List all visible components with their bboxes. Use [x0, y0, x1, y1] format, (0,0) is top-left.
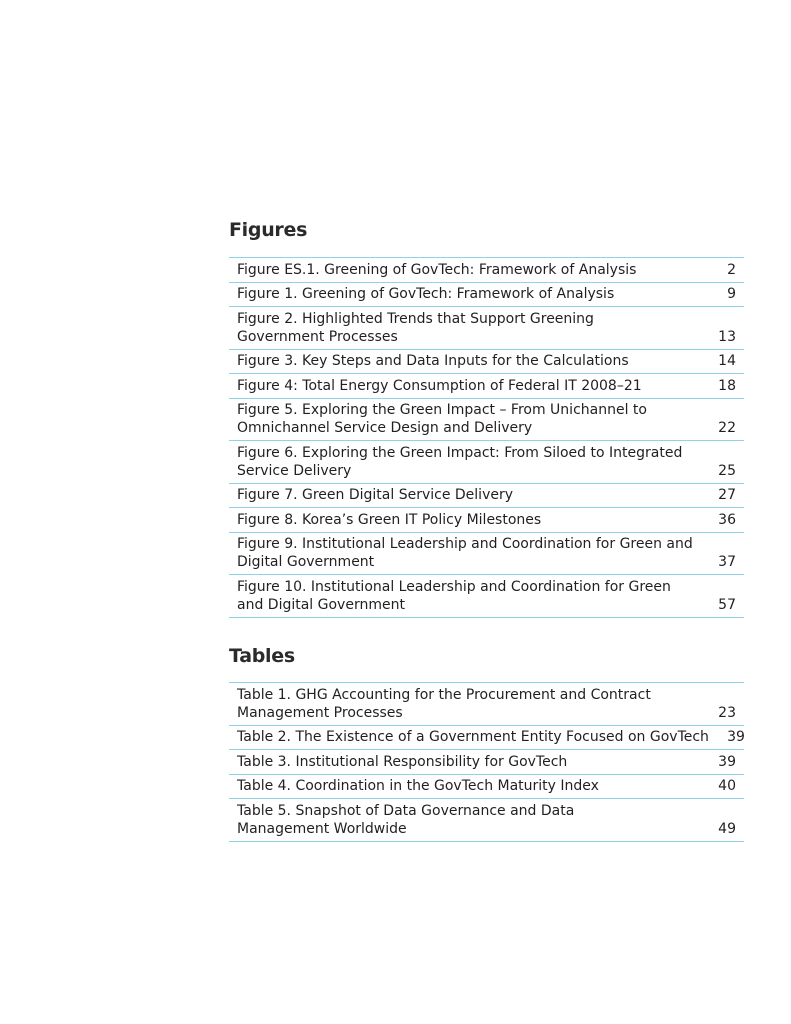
figure-entry-title-line: and Digital Government [237, 596, 405, 613]
figure-entry[interactable] [229, 374, 744, 399]
table-entry-title-line: Table 5. Snapshot of Data Governance and Data [237, 802, 575, 819]
table-entry-page-number: 39 [727, 729, 745, 745]
table-entry-title [237, 728, 721, 746]
figure-entry-title [237, 377, 712, 395]
figure-entry[interactable] [229, 484, 744, 509]
figure-entry-title-line: Service Delivery [237, 462, 352, 479]
table-entry-title-line: Table 2. The Existence of a Government Entity Focused on GovTech [237, 729, 709, 745]
table-entry-title-line: Table 3. Institutional Responsibility for GovTech [237, 753, 568, 770]
figure-entry-title [237, 535, 712, 571]
table-entry[interactable] [229, 799, 744, 842]
figure-entry[interactable] [229, 307, 744, 350]
table-entry-page-number: 23 [718, 704, 736, 721]
figure-entry-page-number: 22 [718, 420, 736, 436]
figure-entry-title [237, 261, 712, 279]
table-entry[interactable] [229, 750, 744, 775]
figure-entry[interactable] [229, 399, 744, 442]
figure-entry-page-number: 57 [718, 596, 736, 613]
figure-entry-title-line: Government Processes [237, 328, 398, 345]
figure-entry-title [237, 486, 712, 504]
figure-entry-title-line: Figure ES.1. Greening of GovTech: Framework of Analysis [237, 261, 637, 278]
figure-entry-title-line: Figure 2. Highlighted Trends that Support Greening [237, 310, 594, 327]
table-entry-title-line: Management Processes [237, 704, 403, 721]
figure-entry-title-line: Digital Government [237, 554, 375, 570]
table-entry-title-line: Table 4. Coordination in the GovTech Maturity Index [237, 778, 599, 794]
figure-entry-title-line: Figure 7. Green Digital Service Delivery [237, 487, 514, 503]
figure-entry-title-line: Figure 8. Korea’s Green IT Policy Milestones [237, 511, 542, 528]
table-entry-page-number: 49 [718, 820, 736, 837]
figure-entry-page-number: 13 [718, 328, 736, 345]
figure-entry-title-line: Figure 6. Exploring the Green Impact: From Siloed to Integrated [237, 444, 683, 461]
figure-entry[interactable] [229, 508, 744, 533]
figure-entry-title [237, 285, 712, 303]
table-entry[interactable] [229, 775, 744, 800]
figure-entry-page-number: 14 [718, 353, 736, 369]
figure-entry-title [237, 511, 712, 529]
table-entry-page-number: 40 [718, 778, 736, 794]
table-entry-title [237, 753, 712, 771]
figure-entry-page-number: 37 [718, 554, 736, 570]
table-entry-title [237, 686, 712, 722]
figures-list [229, 257, 744, 618]
figures-heading: Figures [229, 219, 308, 241]
figure-entry[interactable] [229, 283, 744, 308]
table-entry-title [237, 777, 712, 795]
figure-entry-page-number: 27 [718, 487, 736, 503]
figure-entry-title-line: Figure 1. Greening of GovTech: Framework of Analysis [237, 286, 615, 302]
figure-entry-title-line: Figure 9. Institutional Leadership and Coordination for Green and [237, 536, 693, 552]
table-entry-title-line: Table 1. GHG Accounting for the Procurement and Contract [237, 686, 651, 703]
figure-entry-title-line: Figure 4: Total Energy Consumption of Federal IT 2008–21 [237, 377, 642, 394]
figure-entry-title-line: Figure 10. Institutional Leadership and Coordination for Green [237, 578, 671, 595]
tables-list [229, 682, 744, 842]
figure-entry-page-number: 2 [727, 261, 736, 278]
figure-entry-title-line: Omnichannel Service Design and Delivery [237, 420, 533, 436]
figure-entry-title-line: Figure 3. Key Steps and Data Inputs for the Calculations [237, 353, 629, 369]
figure-entry[interactable] [229, 575, 744, 618]
figure-entry-title [237, 401, 712, 437]
table-entry-title [237, 802, 712, 838]
figure-entry-title [237, 578, 712, 614]
table-entry-page-number: 39 [718, 753, 736, 770]
table-entry[interactable] [229, 683, 744, 726]
figure-entry-page-number: 18 [718, 377, 736, 394]
tables-heading: Tables [229, 645, 295, 667]
figure-entry-title-line: Figure 5. Exploring the Green Impact – From Unichannel to [237, 402, 647, 418]
figure-entry-title [237, 444, 712, 480]
figure-entry-page-number: 9 [727, 286, 736, 302]
figure-entry[interactable] [229, 350, 744, 375]
figure-entry-title [237, 310, 712, 346]
table-entry-title-line: Management Worldwide [237, 820, 407, 837]
figure-entry[interactable] [229, 533, 744, 576]
figure-entry-title [237, 352, 712, 370]
table-entry[interactable] [229, 726, 744, 751]
figure-entry-page-number: 25 [718, 462, 736, 479]
figure-entry[interactable] [229, 258, 744, 283]
figure-entry[interactable] [229, 441, 744, 484]
figure-entry-page-number: 36 [718, 511, 736, 528]
